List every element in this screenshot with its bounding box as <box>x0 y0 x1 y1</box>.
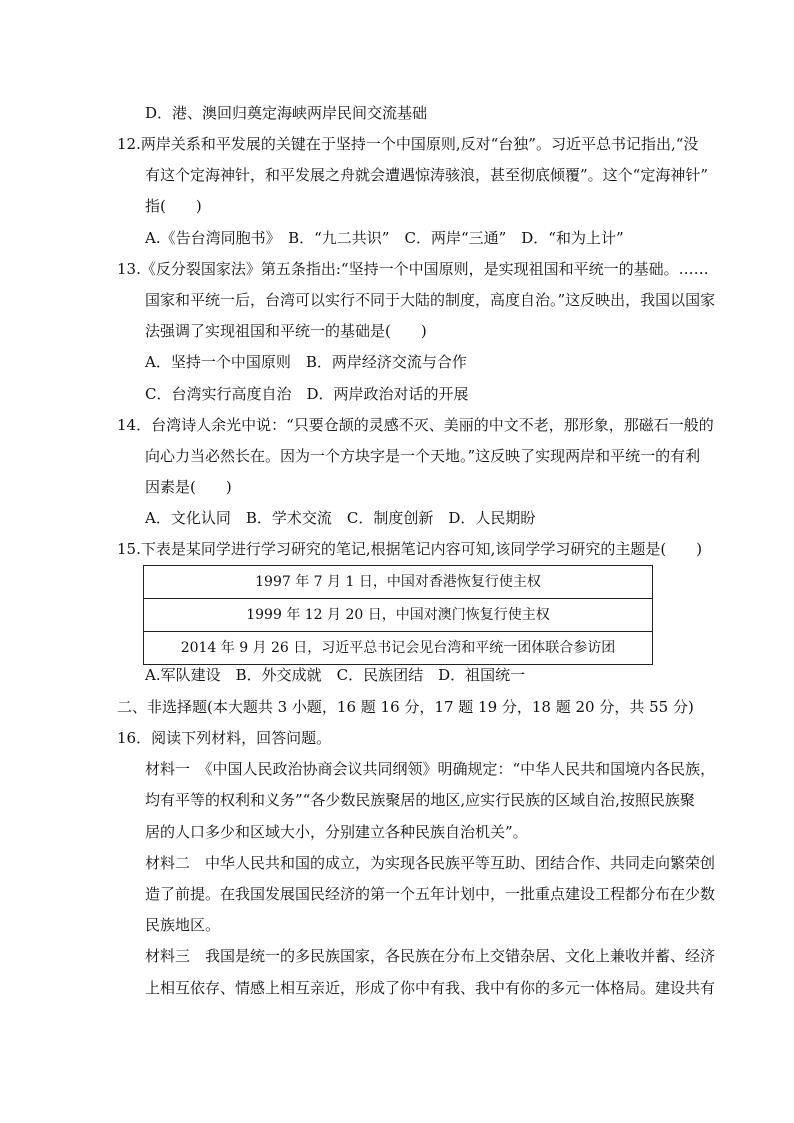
material-3-line1: 材料三 我国是统一的多民族国家，各民族在分布上交错杂居、文化上兼收并蓄、经济 <box>145 947 716 965</box>
q11-option-d: D．港、澳回归奠定海峡两岸民间交流基础 <box>145 104 428 122</box>
table-row: 1999 年 12 月 20 日，中国对澳门恢复行使主权 <box>144 599 652 632</box>
q12-options: A.《告台湾同胞书》 B．“九二共识” C．两岸“三通” D．“和为上计” <box>145 229 624 247</box>
table-row: 2014 年 9 月 26 日，习近平总书记会见台湾和平统一团体联合参访团 <box>180 640 616 656</box>
material-2-line1: 材料二 中华人民共和国的成立，为实现各民族平等互助、团结合作、共同走向繁荣创 <box>145 854 716 872</box>
section-heading: 二、非选择题(本大题共 3 小题，16 题 16 分，17 题 19 分，18 题 20 分，共 55 分) <box>117 698 694 716</box>
material-1-line3: 居的人口多少和区域大小，分别建立各种民族自治机关”。 <box>145 823 528 841</box>
q13-stem-line2: 国家和平统一后，台湾可以实行不同于大陆的制度，高度自治。”这反映出，我国以国家 <box>145 291 716 309</box>
q12-stem-line3: 指( ) <box>145 197 202 215</box>
q14-stem-line1: 14．台湾诗人余光中说：“只要仓颉的灵感不灭、美丽的中文不老，那形象，那磁石一般的 <box>117 416 714 434</box>
q15-options: A.军队建设 B．外交成就 C．民族团结 D．祖国统一 <box>145 666 526 684</box>
table-row: 1997 年 7 月 1 日，中国对香港恢复行使主权 <box>144 566 652 599</box>
q13-options-row2: C．台湾实行高度自治 D．两岸政治对话的开展 <box>145 385 469 403</box>
material-2-line2: 造了前提。在我国发展国民经济的第一个五年计划中，一批重点建设工程都分布在少数 <box>145 885 716 903</box>
q16-intro: 16．阅读下列材料，回答问题。 <box>117 729 332 747</box>
q14-stem-line3: 因素是( ) <box>145 478 232 496</box>
q15-stem: 15.下表是某同学进行学习研究的笔记,根据笔记内容可知,该同学学习研究的主题是( ) <box>117 540 703 558</box>
q15-notes-table <box>143 565 653 665</box>
material-3-line2: 上相互依存、情感上相互亲近，形成了你中有我、我中有你的多元一体格局。建设共有 <box>145 979 716 997</box>
q14-stem-line2: 向心力当必然长在。因为一个方块字是一个天地。”这反映了实现两岸和平统一的有利 <box>145 447 701 465</box>
q13-options-row1: A．坚持一个中国原则 B．两岸经济交流与合作 <box>145 353 467 371</box>
q13-stem-line3: 法强调了实现祖国和平统一的基础是( ) <box>145 322 427 340</box>
q12-stem-line1: 12.两岸关系和平发展的关键在于坚持一个中国原则,反对“台独”。习近平总书记指出,“没 <box>117 135 699 153</box>
material-1-line1: 材料一 《中国人民政治协商会议共同纲领》明确规定：“中华人民共和国境内各民族， <box>145 760 716 778</box>
material-2-line3: 民族地区。 <box>145 916 221 934</box>
material-1-line2: 均有平等的权利和义务”“各少数民族聚居的地区,应实行民族的区域自治,按照民族聚 <box>145 791 695 809</box>
q13-stem-line1: 13.《反分裂国家法》第五条指出:“坚持一个中国原则，是实现祖国和平统一的基础。…… <box>117 260 709 278</box>
q14-options: A．文化认同 B．学术交流 C．制度创新 D．人民期盼 <box>145 509 536 527</box>
q12-stem-line2: 有这个定海神针，和平发展之舟就会遭遇惊涛骇浪，甚至彻底倾覆”。这个“定海神针” <box>145 166 709 184</box>
